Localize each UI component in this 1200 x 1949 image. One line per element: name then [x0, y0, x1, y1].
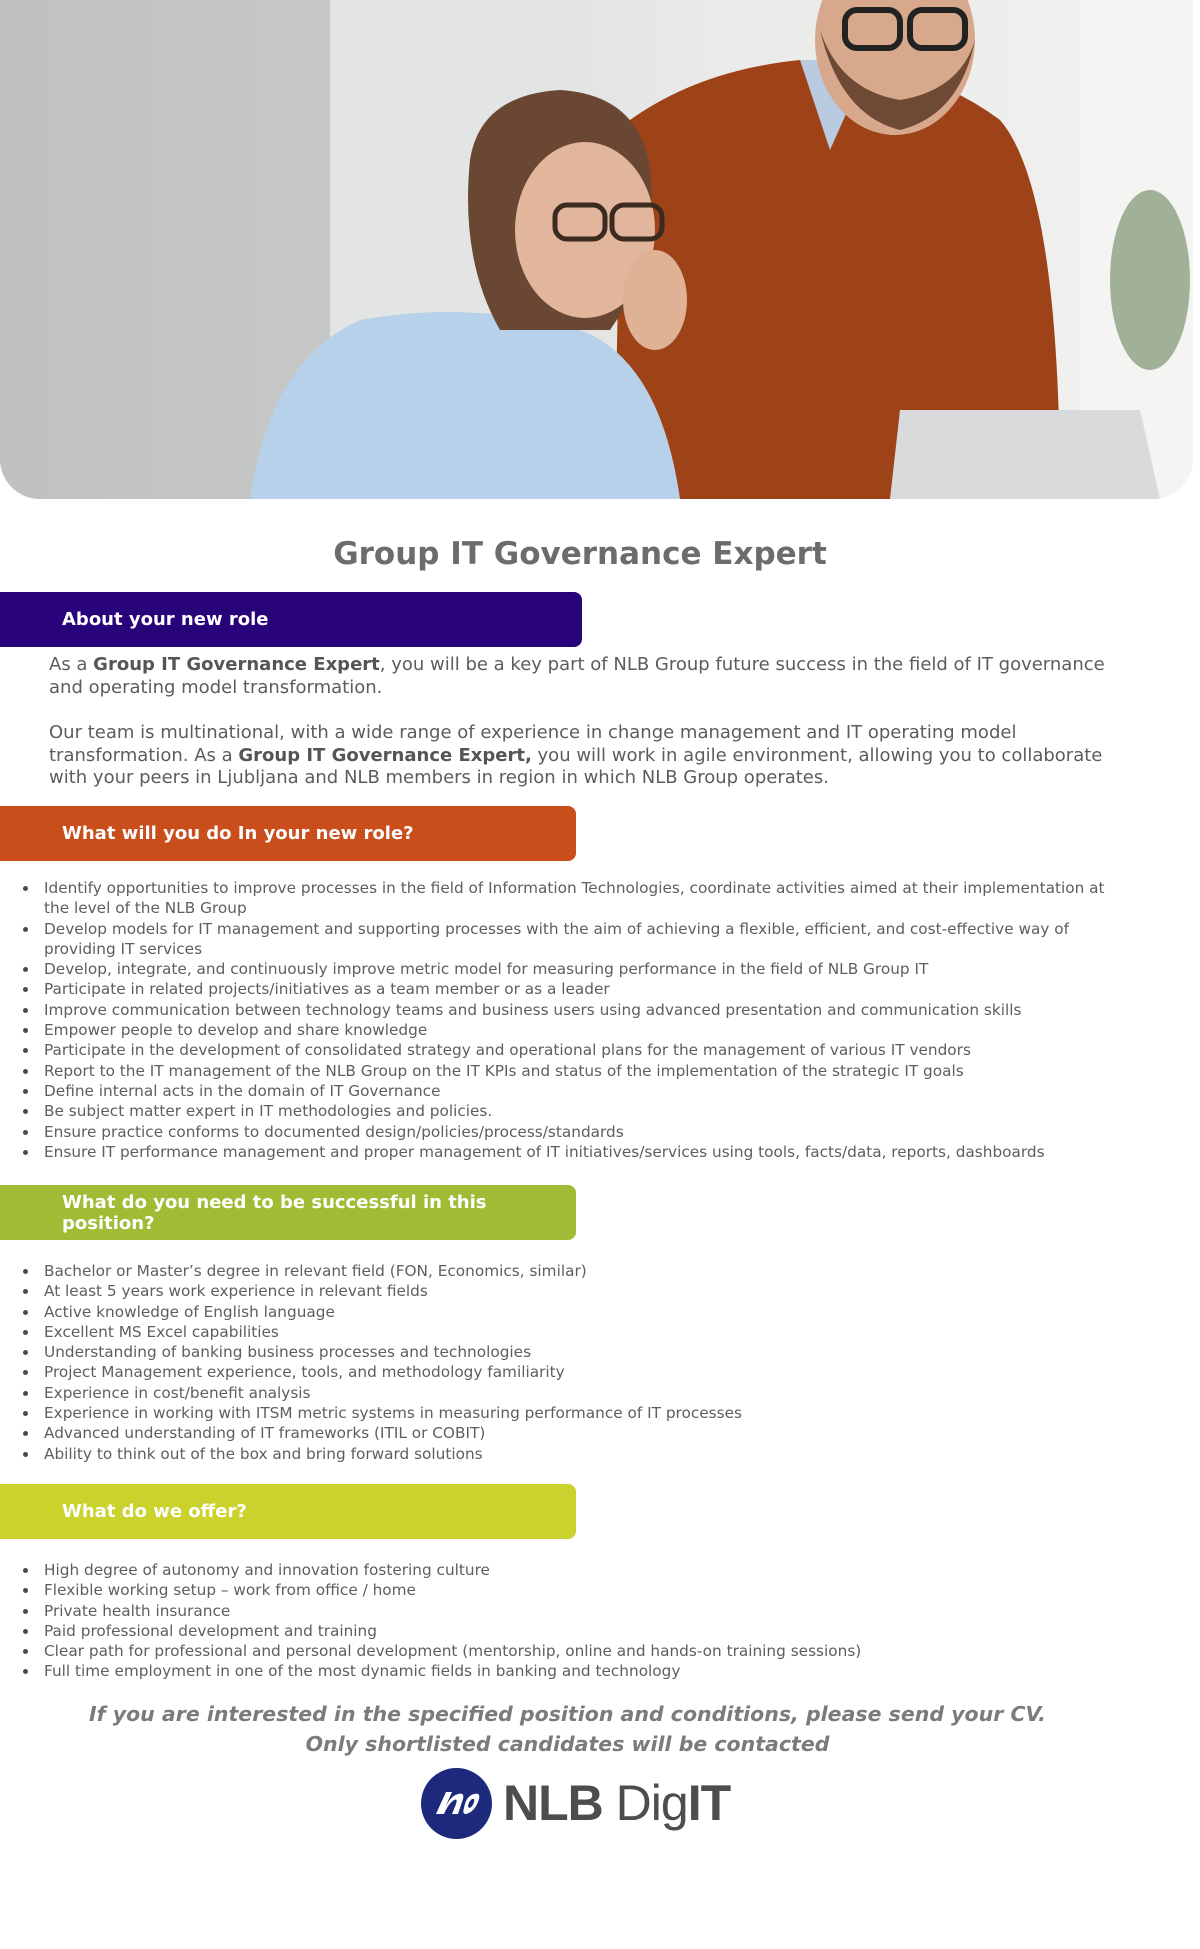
section-header-duties: What will you do In your new role? — [0, 806, 576, 861]
hero-photo — [0, 0, 1193, 499]
list-item: Flexible working setup – work from office / home — [0, 1580, 1125, 1600]
about-p1-role: Group IT Governance Expert — [93, 654, 380, 675]
list-item: Excellent MS Excel capabilities — [0, 1322, 1125, 1342]
list-item: Ensure practice conforms to documented design/policies/process/standards — [0, 1122, 1125, 1142]
list-item: High degree of autonomy and innovation fostering culture — [0, 1560, 1125, 1580]
hero-illustration — [0, 0, 1193, 499]
cta-line-1: If you are interested in the specified position and conditions, please send your CV. — [89, 1702, 1046, 1726]
list-item: Experience in cost/benefit analysis — [0, 1383, 1125, 1403]
list-item: Identify opportunities to improve processes in the field of Information Technologies, coordinate activities aimed at their implementation at the level of the NLB Group — [0, 878, 1125, 919]
list-item: At least 5 years work experience in relevant fields — [0, 1281, 1125, 1301]
cta-line-2: Only shortlisted candidates will be contacted — [305, 1732, 830, 1756]
list-item: Bachelor or Master’s degree in relevant field (FON, Economics, similar) — [0, 1261, 1125, 1281]
about-p1-pre: As a — [49, 654, 94, 675]
about-p2-post: you will work in agile environment, allowing you to collaborate with your peers in Ljubljana and NLB members in region in which NLB Group operates. — [49, 744, 1103, 789]
about-p2-pre: Our team is multinational, with a wide range of experience in change management and IT operating model transformation. As a — [49, 722, 1017, 766]
list-item: Develop, integrate, and continuously improve metric model for measuring performance in the field of NLB Group IT — [0, 959, 1125, 979]
list-item: Paid professional development and training — [0, 1621, 1125, 1641]
list-item: Ensure IT performance management and proper management of IT initiatives/services using tools, facts/data, reports, dashboards — [0, 1142, 1125, 1162]
list-item: Project Management experience, tools, and methodology familiarity — [0, 1362, 1125, 1382]
list-item: Participate in the development of consolidated strategy and operational plans for the management of various IT vendors — [0, 1040, 1125, 1060]
logo-part-nlb: NLB — [503, 1775, 603, 1831]
about-paragraph-1 — [49, 654, 1139, 699]
duties-list — [0, 878, 1125, 1162]
list-item: Empower people to develop and share knowledge — [0, 1020, 1125, 1040]
list-item: Clear path for professional and personal development (mentorship, online and hands-on training sessions) — [0, 1641, 1125, 1661]
list-item: Active knowledge of English language — [0, 1302, 1125, 1322]
list-item: Experience in working with ITSM metric systems in measuring performance of IT processes — [0, 1403, 1125, 1423]
list-item: Ability to think out of the box and bring forward solutions — [0, 1444, 1125, 1464]
list-item: Private health insurance — [0, 1601, 1125, 1621]
list-item: Be subject matter expert in IT methodologies and policies. — [0, 1101, 1125, 1121]
list-item: Report to the IT management of the NLB Group on the IT KPIs and status of the implementation of the strategic IT goals — [0, 1061, 1125, 1081]
list-item: Develop models for IT management and supporting processes with the aim of achieving a flexible, efficient, and cost-effective way of providing IT services — [0, 919, 1125, 960]
nlb-logo-mark-icon — [421, 1768, 492, 1839]
nlb-digit-logo — [421, 1767, 730, 1839]
logo-part-dig: Dig — [602, 1775, 688, 1831]
list-item: Define internal acts in the domain of IT Governance — [0, 1081, 1125, 1101]
list-item: Understanding of banking business processes and technologies — [0, 1342, 1125, 1362]
list-item: Participate in related projects/initiatives as a team member or as a leader — [0, 979, 1125, 999]
section-header-about: About your new role — [0, 592, 582, 647]
section-header-requirements: What do you need to be successful in this position? — [0, 1185, 576, 1240]
offer-list — [0, 1560, 1125, 1682]
logo-part-it: IT — [687, 1775, 731, 1831]
list-item: Advanced understanding of IT frameworks (ITIL or COBIT) — [0, 1423, 1125, 1443]
requirements-list — [0, 1261, 1125, 1464]
about-p2-role: Group IT Governance Expert, — [238, 744, 532, 766]
page-title: Group IT Governance Expert — [333, 536, 827, 572]
list-item: Full time employment in one of the most dynamic fields in banking and technology — [0, 1661, 1125, 1681]
list-item: Improve communication between technology teams and business users using advanced presentation and communication skills — [0, 1000, 1125, 1020]
about-p1-post: , you will be a key part of NLB Group future success in the field of IT governance and operating model transformation. — [49, 654, 1105, 698]
logo-wordmark — [503, 1774, 730, 1832]
about-paragraph-2 — [49, 722, 1139, 790]
section-header-offer: What do we offer? — [0, 1484, 576, 1539]
